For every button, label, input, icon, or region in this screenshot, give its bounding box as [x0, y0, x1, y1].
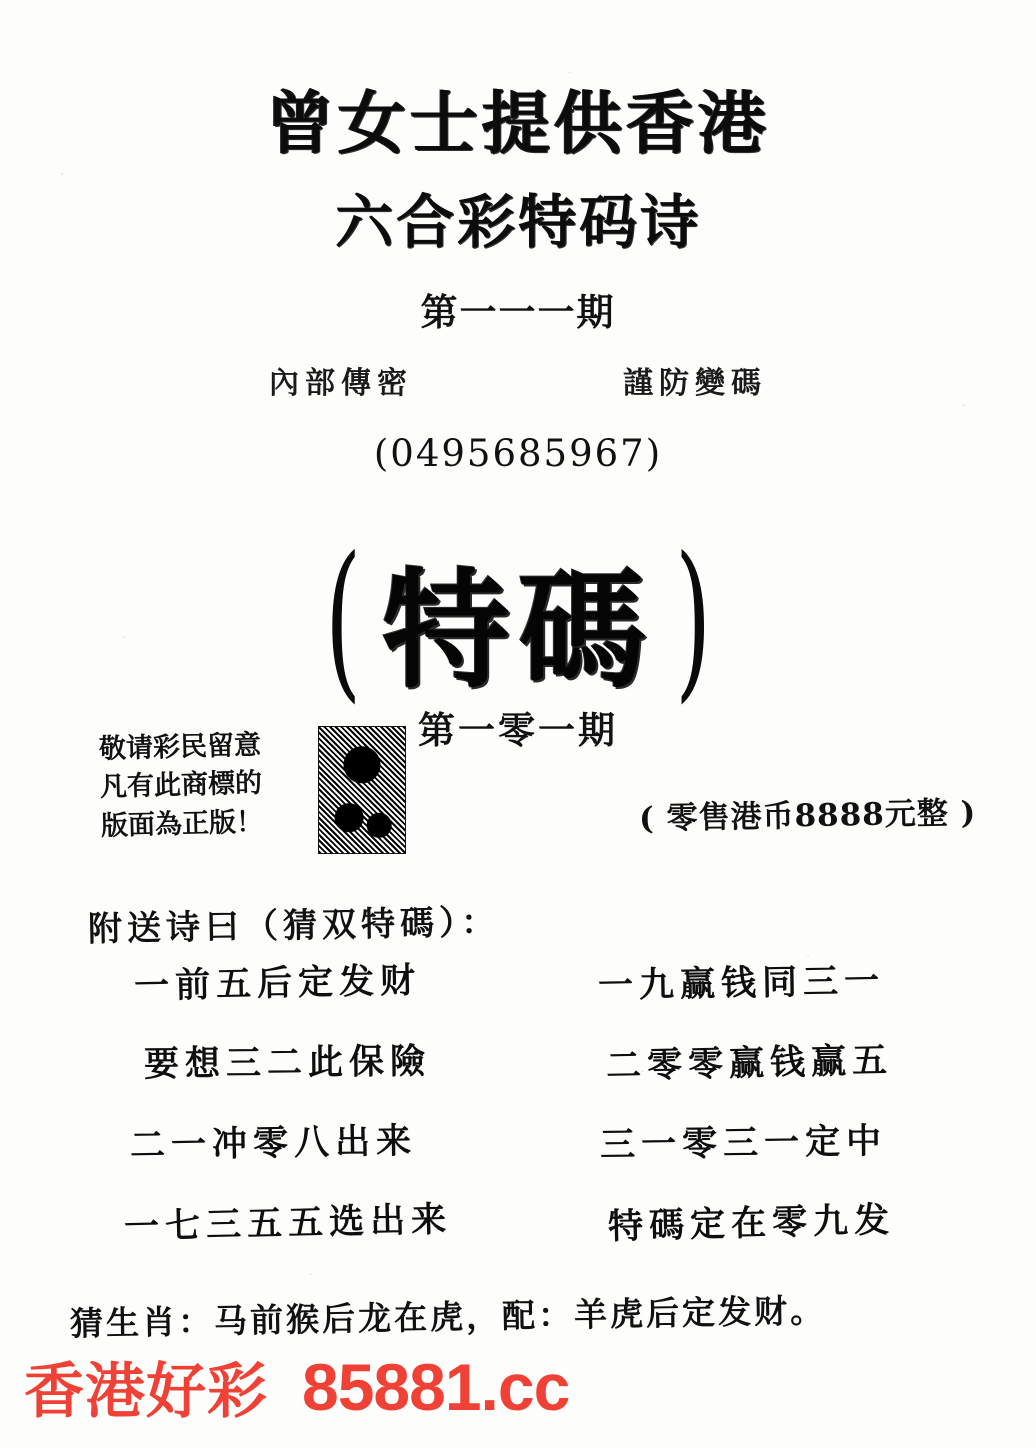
verse-line: 一七三五五选出来 — [123, 1198, 453, 1248]
tagline-right: 謹防變碼 — [623, 366, 767, 401]
footer-watermark — [0, 1344, 1036, 1430]
verse-line: 二零零赢钱赢五 — [605, 1039, 894, 1087]
serial-number: (0495685967) — [373, 432, 663, 475]
verse-column-left — [60, 955, 508, 1275]
authenticity-notice: 敬请彩民留意 凡有此商標的 版面為正版！ — [98, 729, 264, 842]
footer-url: 85881.cc — [302, 1350, 570, 1424]
verse-line: 三一零三一定中 — [599, 1120, 888, 1166]
issue-number: 第一一一期 — [420, 291, 616, 334]
right-paren-glyph: ) — [674, 521, 712, 719]
footer-brand: 香港好彩 — [24, 1357, 268, 1427]
verse-column-right — [508, 955, 976, 1275]
verse-line: 特碼定在零九发 — [607, 1199, 896, 1248]
issue-number-secondary: 第一零一期 — [418, 709, 618, 752]
feature-heading-text: 特碼 — [381, 557, 654, 706]
verse-section-header: 附送诗曰（猜双特碼）： — [87, 902, 501, 950]
trademark-stamp-icon — [318, 726, 406, 854]
verse-line: 一九赢钱同三一 — [597, 960, 886, 1007]
feature-heading — [0, 521, 1036, 719]
page-title-line2: 六合彩特码诗 — [334, 188, 701, 256]
verse-line: 要想三二此保險 — [143, 1040, 432, 1085]
page-title-line1: 曾女士提供香港 — [265, 85, 770, 164]
left-paren-glyph: ( — [324, 521, 362, 719]
tagline-left: 內部傳密 — [269, 366, 413, 401]
verse-columns — [0, 955, 1036, 1275]
tagline-row — [0, 358, 1036, 402]
verse-line: 一前五后定发财 — [133, 959, 422, 1007]
zodiac-hint-line: 猜生肖：马前猴后龙在虎，配：羊虎后定发财。 — [69, 1290, 827, 1344]
verse-line: 二一冲零八出来 — [129, 1120, 418, 1167]
price-note: ( 零售港币8888元整 ) — [638, 795, 977, 837]
